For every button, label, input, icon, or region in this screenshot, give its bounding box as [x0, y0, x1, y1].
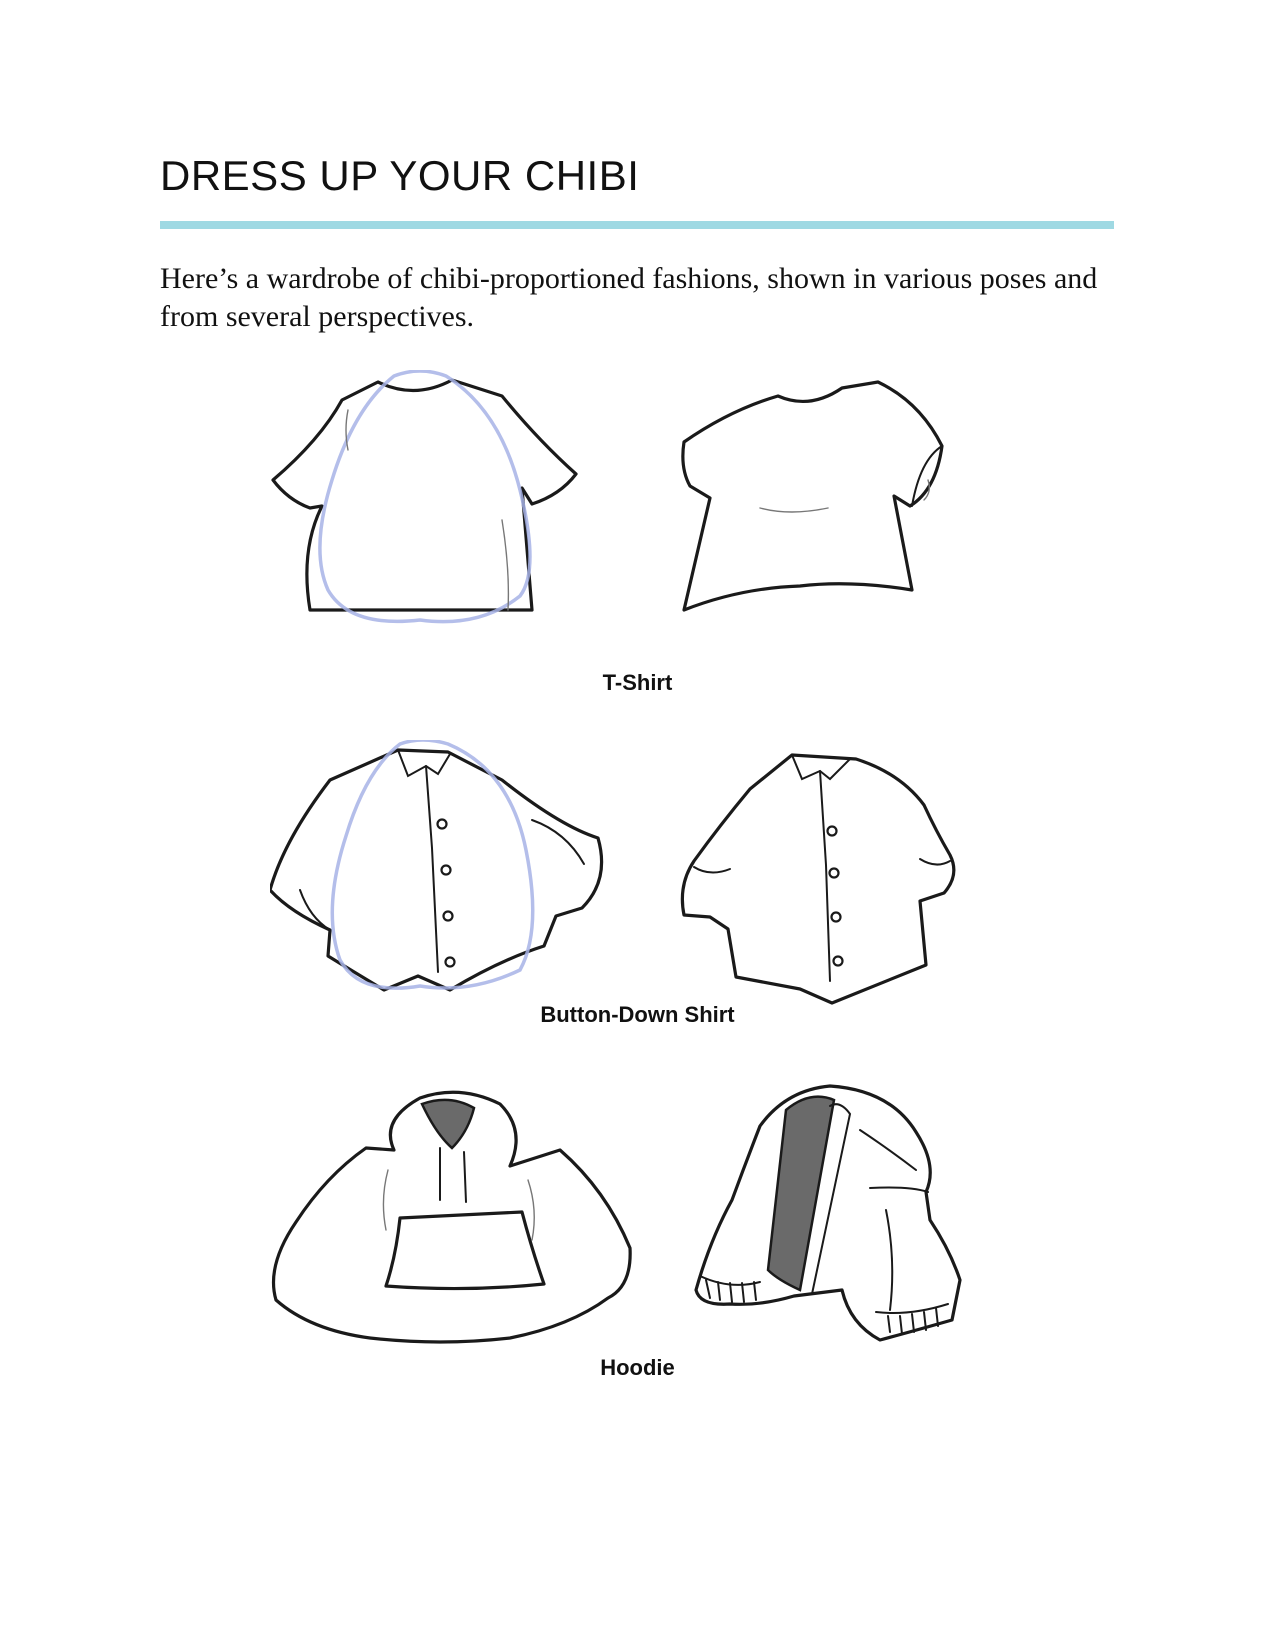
hoodie-pullover-drawing — [270, 1090, 650, 1350]
hoodie-zip-open-drawing — [690, 1080, 1010, 1360]
caption-hoodie: Hoodie — [600, 1355, 675, 1380]
button-down-rolled-sleeves-drawing — [680, 745, 1000, 1025]
caption-button-down: Button-Down Shirt — [540, 1002, 735, 1027]
caption-tshirt: T-Shirt — [602, 670, 673, 695]
page-title: DRESS UP YOUR CHIBI — [160, 152, 640, 199]
button-down-front-drawing — [270, 740, 630, 1020]
tshirt-front-drawing — [270, 370, 610, 660]
title-divider — [160, 221, 1114, 229]
intro-paragraph: Here’s a wardrobe of chibi-proportioned fashions, shown in various poses and from several perspectives. — [160, 262, 1098, 333]
tshirt-three-quarter-drawing — [680, 380, 1000, 640]
